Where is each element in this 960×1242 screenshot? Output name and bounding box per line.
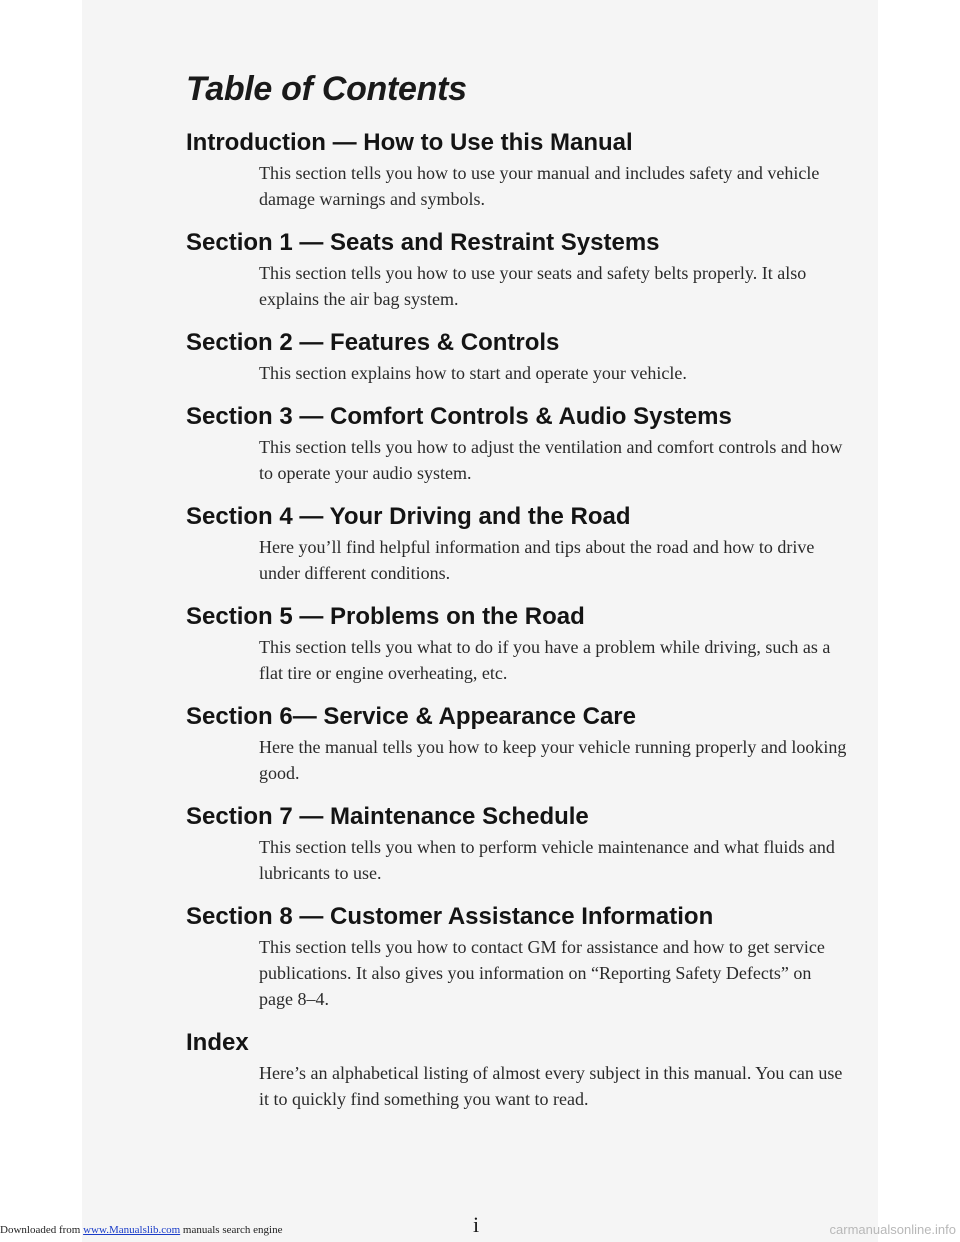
toc-entry-section-5: [186, 602, 866, 686]
section-description: This section tells you how to use your manual and includes safety and vehicle damage warnings and symbols.: [259, 163, 820, 209]
footer-prefix: Downloaded from: [0, 1224, 81, 1236]
toc-entry-section-6: [186, 702, 866, 786]
section-heading: Introduction — How to Use this Manual: [186, 129, 633, 156]
watermark-text: carmanualsonline.info: [829, 1222, 956, 1237]
section-heading: Section 1 — Seats and Restraint Systems: [186, 229, 660, 256]
section-description: This section tells you what to do if you have a problem while driving, such as a flat tire or engine overheating, etc.: [259, 637, 831, 683]
toc-entry-section-8: [186, 902, 866, 1012]
toc-entry-section-1: [186, 228, 866, 312]
section-description: Here the manual tells you how to keep your vehicle running properly and looking good.: [259, 737, 847, 783]
page-number: i: [473, 1212, 480, 1237]
toc-sections: [186, 128, 866, 1128]
toc-entry-section-7: [186, 802, 866, 886]
section-heading: Section 3 — Comfort Controls & Audio Systems: [186, 403, 732, 430]
section-heading: Section 4 — Your Driving and the Road: [186, 503, 631, 530]
footer-suffix: manuals search engine: [182, 1224, 283, 1236]
page-title: Table of Contents: [186, 70, 467, 108]
toc-entry-introduction: [186, 128, 866, 212]
download-footer: [0, 1224, 282, 1236]
section-heading: Index: [186, 1029, 249, 1056]
section-heading: Section 8 — Customer Assistance Information: [186, 903, 714, 930]
section-heading: Section 7 — Maintenance Schedule: [186, 803, 589, 830]
manualslib-link[interactable]: www.Manualslib.com: [83, 1224, 181, 1236]
toc-entry-section-4: [186, 502, 866, 586]
section-heading: Section 5 — Problems on the Road: [186, 603, 585, 630]
section-description: This section tells you how to use your seats and safety belts properly. It also explains the air bag system.: [259, 263, 807, 309]
toc-entry-section-2: [186, 328, 866, 386]
section-heading: Section 6— Service & Appearance Care: [186, 703, 636, 730]
section-heading: Section 2 — Features & Controls: [186, 329, 560, 356]
section-description: This section tells you how to contact GM for assistance and how to get service publications. It also gives you information on “Reporting Safety Defects” on page 8–4.: [259, 937, 825, 1009]
section-description: Here you’ll find helpful information and tips about the road and how to drive under different conditions.: [259, 537, 815, 583]
section-description: This section tells you when to perform vehicle maintenance and what fluids and lubricants to use.: [259, 837, 835, 883]
section-description: This section tells you how to adjust the ventilation and comfort controls and how to operate your audio system.: [259, 437, 843, 483]
section-description: This section explains how to start and operate your vehicle.: [259, 363, 687, 383]
toc-entry-section-3: [186, 402, 866, 486]
section-description: Here’s an alphabetical listing of almost every subject in this manual. You can use it to quickly find something you want to read.: [259, 1063, 843, 1109]
toc-entry-index: [186, 1028, 866, 1112]
